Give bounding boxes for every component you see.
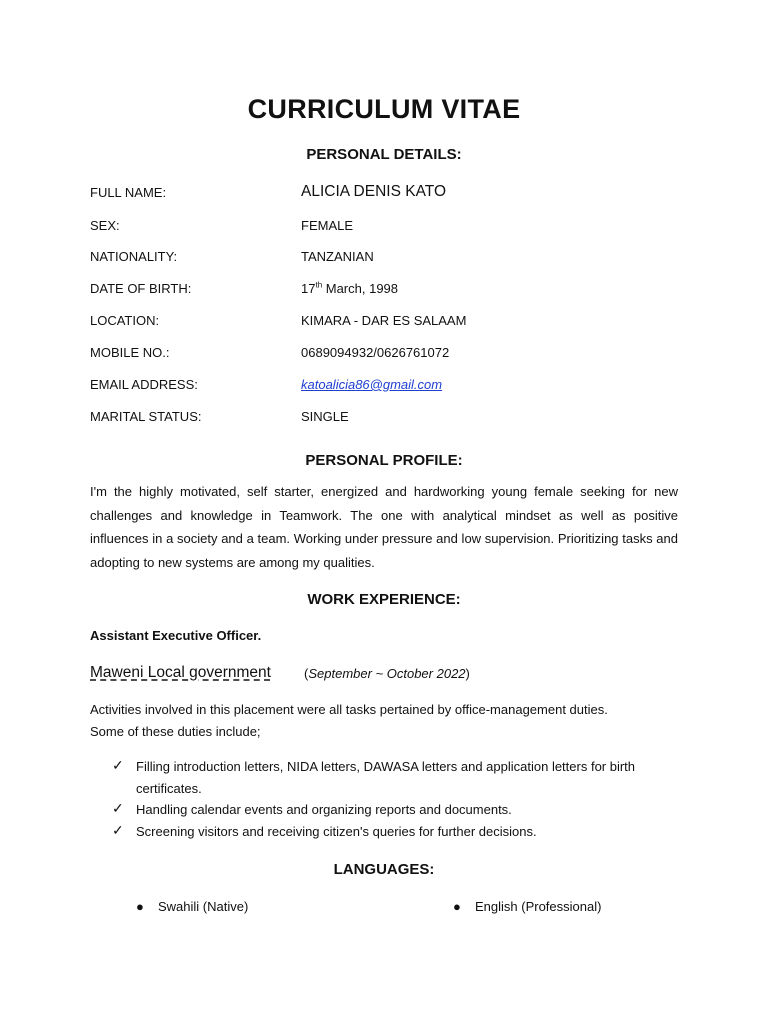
sex-value: FEMALE (301, 218, 354, 233)
full-name-label: FULL NAME: (90, 185, 167, 200)
location-label: LOCATION: (90, 313, 160, 328)
marital-value: SINGLE (301, 409, 349, 424)
location-row (90, 313, 690, 335)
language-text: Swahili (Native) (158, 899, 249, 914)
work-period (304, 666, 470, 681)
work-intro-line-1: Activities involved in this placement were all tasks pertained by office-management duties. (90, 702, 608, 717)
mobile-row (90, 345, 690, 367)
dob-row (90, 281, 690, 303)
location-value: KIMARA - DAR ES SALAAM (301, 313, 467, 328)
personal-profile-heading: PERSONAL PROFILE: (305, 452, 463, 469)
personal-profile-text: I'm the highly motivated, self starter, energized and hardworking young female seeking for new challenges and knowledge in Teamwork. The one with analytical mindset as well as positive influences in a society and a team. Working under pressure and low supervision. Prioritizing tasks and adopting to new systems are among my qualities. (90, 484, 678, 570)
checkmark-icon: ✓ (112, 757, 124, 773)
dob-label: DATE OF BIRTH: (90, 281, 192, 296)
checkmark-icon: ✓ (112, 822, 124, 838)
marital-row (90, 409, 690, 431)
work-experience-heading: WORK EXPERIENCE: (307, 591, 461, 608)
duty-text: Filling introduction letters, NIDA letters, DAWASA letters and application letters for birth certificates. (136, 759, 636, 796)
period-close: ) (465, 666, 470, 681)
nationality-value: TANZANIAN (301, 249, 374, 264)
organization-name: Maweni Local government (90, 664, 271, 681)
personal-details-heading: PERSONAL DETAILS: (306, 146, 462, 163)
duty-text: Handling calendar events and organizing reports and documents. (136, 802, 512, 817)
email-label: EMAIL ADDRESS: (90, 377, 198, 392)
checkmark-icon: ✓ (112, 800, 124, 816)
dob-value (301, 281, 398, 296)
duty-text: Screening visitors and receiving citizen's queries for further decisions. (136, 824, 537, 839)
mobile-value: 0689094932/0626761072 (301, 345, 450, 360)
languages-heading: LANGUAGES: (333, 861, 435, 878)
dob-suffix: th (315, 280, 323, 290)
sex-row (90, 218, 690, 240)
nationality-row (90, 249, 690, 271)
email-row (90, 377, 690, 399)
full-name-value: ALICIA DENIS KATO (301, 183, 447, 200)
full-name-row (90, 185, 690, 207)
period-dates: September ~ October 2022 (308, 666, 466, 681)
mobile-label: MOBILE NO.: (90, 345, 170, 360)
work-intro-line-2: Some of these duties include; (90, 724, 261, 739)
period-open: ( (304, 666, 309, 681)
sex-label: SEX: (90, 218, 120, 233)
bullet-icon: ● (136, 899, 144, 914)
nationality-label: NATIONALITY: (90, 249, 178, 264)
email-link[interactable]: katoalicia86@gmail.com (301, 377, 443, 392)
job-position: Assistant Executive Officer. (90, 628, 262, 643)
dob-rest: March, 1998 (322, 281, 399, 296)
dob-day: 17 (301, 281, 316, 296)
marital-label: MARITAL STATUS: (90, 409, 202, 424)
bullet-icon: ● (453, 899, 461, 914)
document-title: CURRICULUM VITAE (247, 94, 521, 124)
language-text: English (Professional) (475, 899, 602, 914)
